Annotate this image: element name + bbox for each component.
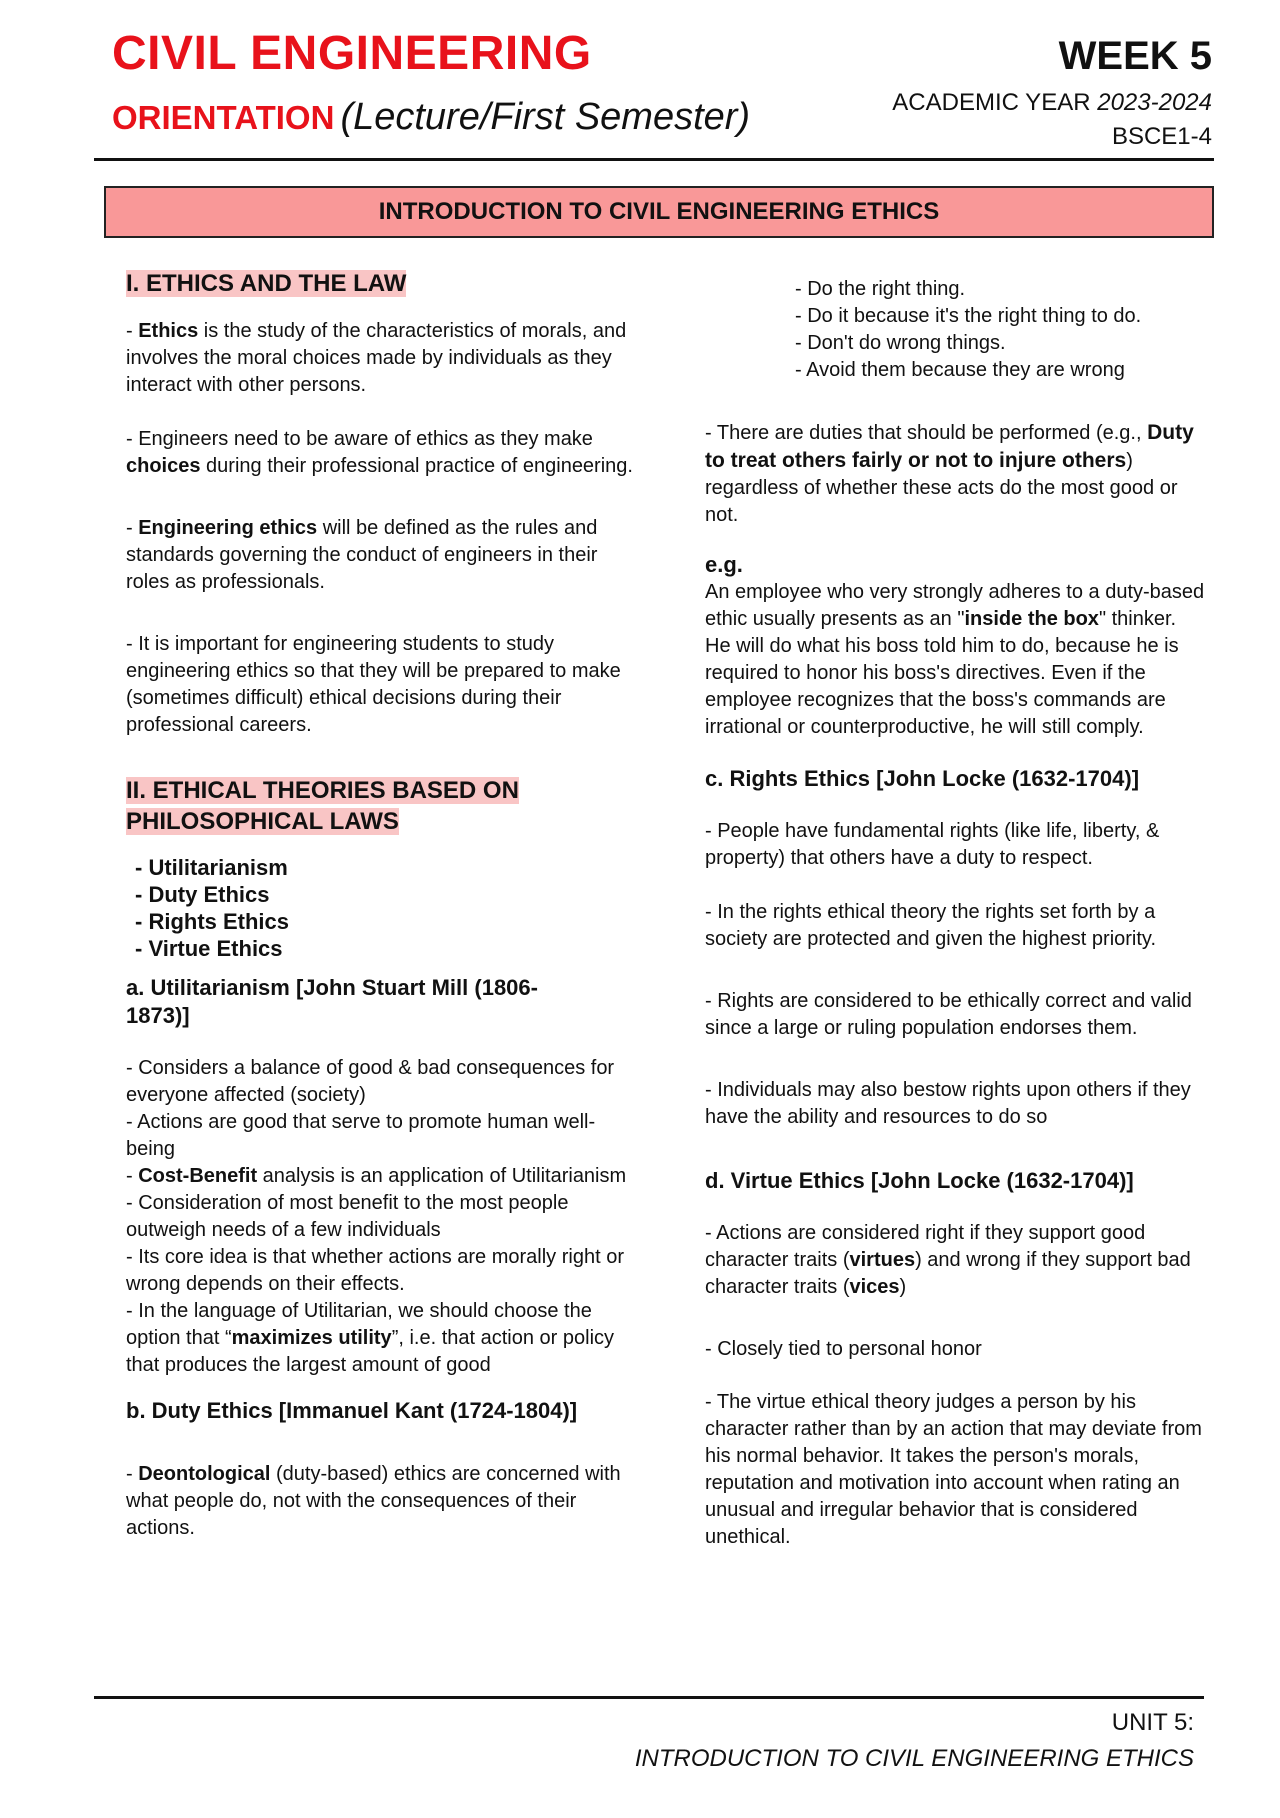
- paragraph-importance: - It is important for engineering students to study engineering ethics so that they will be prepared to make (sometimes difficult) ethical decisions during their professional careers.: [126, 633, 621, 736]
- footer-unit-title: INTRODUCTION TO CIVIL ENGINEERING ETHICS: [634, 1745, 1194, 1772]
- section-heading-ethics-law: I. ETHICS AND THE LAW: [126, 270, 407, 297]
- academic-year-label: ACADEMIC YEAR: [892, 89, 1091, 116]
- list-item: - Actions are good that serve to promote human well-being: [126, 1111, 596, 1160]
- footer-unit: UNIT 5:: [1111, 1709, 1194, 1736]
- right-column: [705, 276, 1205, 1551]
- paragraph-ethics-definition: - Ethics is the study of the characteristics of morals, and involves the moral choices made by individuals as they interact with other persons.: [126, 320, 627, 396]
- paragraph-virtue-2: - Closely tied to personal honor: [705, 1338, 982, 1360]
- paragraph-rights-3: - Rights are considered to be ethically correct and valid since a large or ruling population endorses them.: [705, 990, 1192, 1039]
- list-item: - Virtue Ethics: [135, 936, 283, 961]
- document-subtitle: [112, 98, 750, 136]
- paragraph-rights-4: - Individuals may also bestow rights upon others if they have the ability and resources to do so: [705, 1079, 1191, 1128]
- paragraph-example: An employee who very strongly adheres to a duty-based ethic usually presents as an "inside the box" thinker. He will do what his boss told him to do, because he is required to honor his boss's directives. Even if the employee recognizes that the boss's commands are irrational or counterproductive, he will still comply.: [705, 581, 1205, 738]
- paragraph-deontological: - Deontological (duty-based) ethics are concerned with what people do, not with the consequences of their actions.: [126, 1463, 621, 1539]
- example-label: e.g.: [705, 552, 743, 577]
- section-code: BSCE1-4: [1111, 123, 1212, 150]
- list-item: - Considers a balance of good & bad consequences for everyone affected (society): [126, 1057, 615, 1106]
- paragraph-virtue-1: - Actions are considered right if they support good character traits (virtues) and wrong if they support bad character traits (vices): [705, 1222, 1191, 1298]
- section-heading-ethical-theories: II. ETHICAL THEORIES BASED ON PHILOSOPHICAL LAWS: [126, 777, 519, 835]
- paragraph-virtue-3: - The virtue ethical theory judges a person by his character rather than by an action that may deviate from his normal behavior. It takes the person's morals, reputation and motivation into account when rating an unusual and irregular behavior that is considered unethical.: [705, 1391, 1202, 1548]
- topic-banner: INTRODUCTION TO CIVIL ENGINEERING ETHICS: [104, 186, 1214, 238]
- theories-list: [135, 854, 636, 962]
- list-item: - In the language of Utilitarian, we should choose the option that “maximizes utility”, i.e. that action or policy that produces the largest amount of good: [126, 1300, 615, 1376]
- list-item: - Avoid them because they are wrong: [795, 359, 1125, 381]
- paragraph-engineering-ethics: - Engineering ethics will be defined as the rules and standards governing the conduct of engineers in their roles as professionals.: [126, 517, 598, 593]
- list-item: - Utilitarianism: [135, 855, 288, 880]
- heading-virtue-ethics: d. Virtue Ethics [John Locke (1632-1704)]: [705, 1168, 1134, 1193]
- paragraph-rights-2: - In the rights ethical theory the rights set forth by a society are protected and given the highest priority.: [705, 901, 1156, 950]
- paragraph-rights-1: - People have fundamental rights (like life, liberty, & property) that others have a duty to respect.: [705, 820, 1160, 869]
- list-item: - Do the right thing.: [795, 278, 966, 300]
- heading-utilitarianism: a. Utilitarianism [John Stuart Mill (1806-1873)]: [126, 975, 538, 1028]
- duty-rules-list: [795, 276, 1205, 384]
- document-title: CIVIL ENGINEERING: [112, 27, 592, 80]
- paragraph-engineers-choices: - Engineers need to be aware of ethics as they make choices during their professional practice of engineering.: [126, 428, 633, 477]
- academic-year: [892, 91, 1212, 115]
- list-item: - Duty Ethics: [135, 882, 270, 907]
- paragraph-duties: - There are duties that should be performed (e.g., Duty to treat others fairly or not to injure others) regardless of whether these acts do the most good or not.: [705, 421, 1194, 526]
- header-divider: [94, 158, 1214, 161]
- list-item: - Cost-Benefit analysis is an application of Utilitarianism: [126, 1165, 627, 1187]
- heading-duty-ethics: b. Duty Ethics [Immanuel Kant (1724-1804)]: [126, 1398, 578, 1423]
- academic-year-value: 2023-2024: [1097, 89, 1212, 116]
- left-column: [126, 268, 636, 1542]
- list-item: - Consideration of most benefit to the most people outweigh needs of a few individuals: [126, 1192, 569, 1241]
- utilitarianism-points: [126, 1055, 636, 1379]
- subtitle-note: (Lecture/First Semester): [340, 96, 751, 138]
- list-item: - Rights Ethics: [135, 909, 290, 934]
- list-item: - Its core idea is that whether actions are morally right or wrong depends on their effects.: [126, 1246, 624, 1295]
- heading-rights-ethics: c. Rights Ethics [John Locke (1632-1704)]: [705, 766, 1140, 791]
- subtitle-main: ORIENTATION: [112, 99, 335, 136]
- week-label: WEEK 5: [1058, 34, 1212, 78]
- list-item: - Do it because it's the right thing to do.: [795, 305, 1142, 327]
- list-item: - Don't do wrong things.: [795, 332, 1006, 354]
- footer-divider: [94, 1696, 1204, 1699]
